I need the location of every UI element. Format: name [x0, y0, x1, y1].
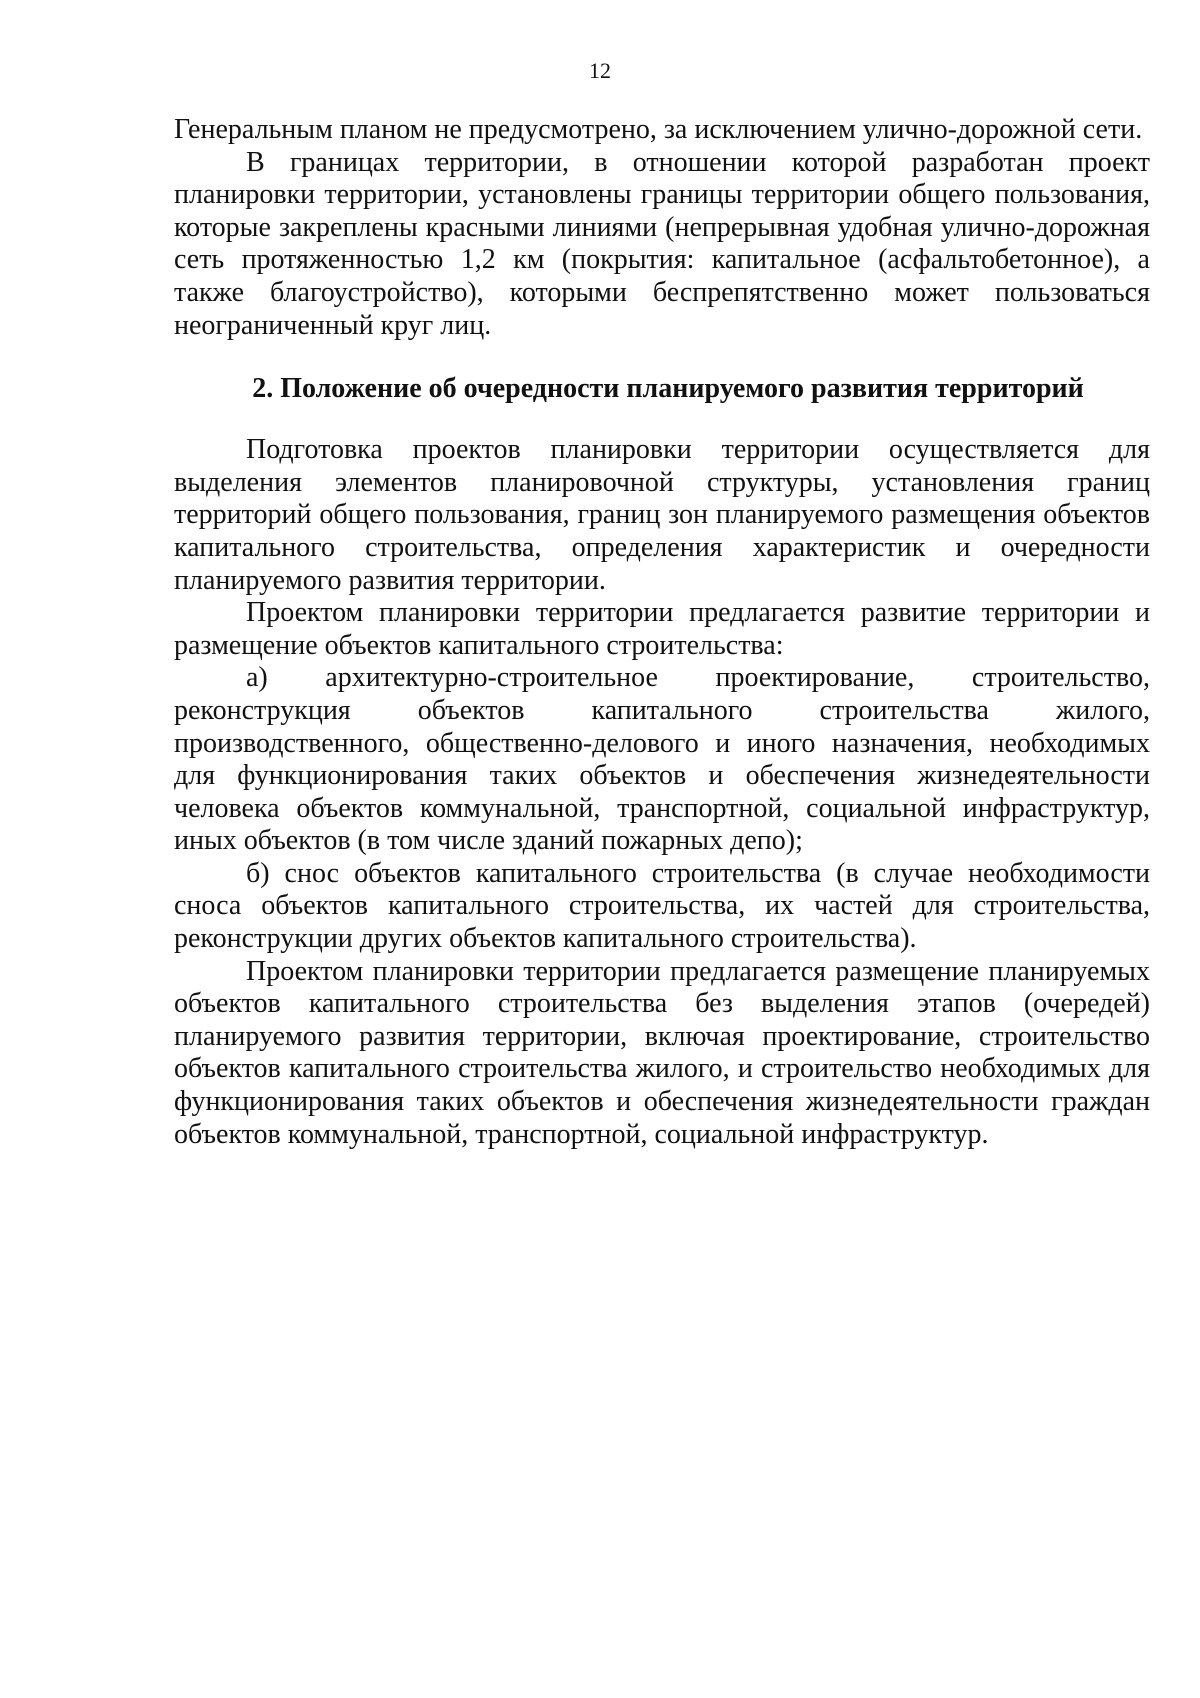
list-item-a: а) архитектурно-строительное проектирование, строительство, реконструкция объектов капитального строительства жилого, производственного, общественно-делового и иного назначения, необходимых для функционирования таких объектов и обеспечения жизнедеятельности человека объектов коммунальной, транспортной, социальной инфраструктур, иных объектов (в том числе зданий пожарных депо);	[174, 662, 1150, 857]
paragraph-placement: Проектом планировки территории предлагается размещение планируемых объектов капитального строительства без выделения этапов (очередей) планируемого развития территории, включая проектирование, строительство объектов капитального строительства жилого, и строительство необходимых для функционирования таких объектов и обеспечения жизнедеятельности граждан объектов коммунальной, транспортной, социальной инфраструктур.	[174, 955, 1150, 1150]
list-item-b: б) снос объектов капитального строительства (в случае необходимости сноса объектов капитального строительства, их частей для строительства, реконструкции других объектов капитального строительства).	[174, 857, 1150, 955]
document-body	[174, 114, 1150, 1151]
paragraph-public-territory: В границах территории, в отношении которой разработан проект планировки территории, установлены границы территории общего пользования, которые закреплены красными линиями (непрерывная удобная улично-дорожная сеть протяженностью 1,2 км (покрытия: капитальное (асфальтобетонное), а также благоустройство), которыми беспрепятственно может пользоваться неограниченный круг лиц.	[174, 146, 1150, 341]
section-heading: 2. Положение об очередности планируемого развития территорий	[252, 373, 1084, 405]
paragraph-preparation: Подготовка проектов планировки территории осуществляется для выделения элементов планировочной структуры, установления границ территорий общего пользования, границ зон планируемого размещения объектов капитального строительства, определения характеристик и очередности планируемого развития территории.	[174, 434, 1150, 596]
paragraph-development: Проектом планировки территории предлагается развитие территории и размещение объектов капитального строительства:	[174, 597, 1150, 661]
page-number: 12	[589, 58, 611, 83]
paragraph-continuation: Генеральным планом не предусмотрено, за исключением улично-дорожной сети.	[174, 114, 1143, 145]
